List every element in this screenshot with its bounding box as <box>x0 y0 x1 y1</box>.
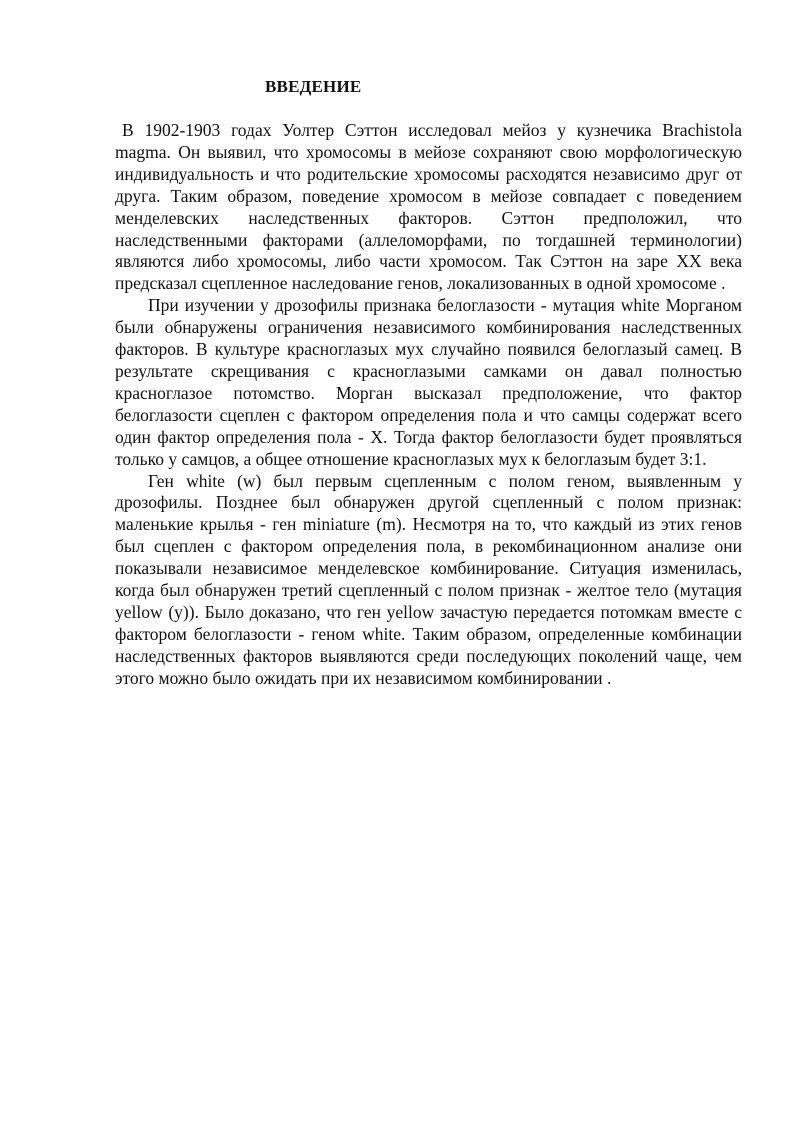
page-title: ВВЕДЕНИЕ <box>265 77 362 96</box>
body-text <box>115 120 742 690</box>
paragraph-1: В 1902-1903 годах Уолтер Сэттон исследовал мейоз у кузнечика Brachistola magma. Он выявил, что хромосомы в мейозе сохраняют свою морфологическую индивидуальность и что родительские хромосомы расходятся независимо друг от друга. Таким образом, поведение хромосом в мейозе совпадает с поведением менделевских наследственных факторов. Сэттон предположил, что наследственными факторами (аллеломорфами, по тогдашней терминологии) являются либо хромосомы, либо части хромосом. Так Сэттон на заре XX века предсказал сцепленное наследование генов, локализованных в одной хромосоме . <box>115 120 742 294</box>
paragraph-2: При изучении у дрозофилы признака белоглазости - мутация white Морганом были обнаружены ограничения независимого комбинирования наследственных факторов. В культуре красноглазых мух случайно появился белоглазый самец. В результате скрещивания с красноглазыми самками он давал полностью красноглазое потомство. Морган высказал предположение, что фактор белоглазости сцеплен с фактором определения пола и что самцы содержат всего один фактор определения пола - X. Тогда фактор белоглазости будет проявляться только у самцов, а общее отношение красноглазых мух к белоглазым будет 3:1. <box>115 295 742 469</box>
paragraph-3: Ген white (w) был первым сцепленным с полом геном, выявленным у дрозофилы. Позднее был обнаружен другой сцепленный с полом признак: маленькие крылья - ген miniature (m). Несмотря на то, что каждый из этих генов был сцеплен с фактором определения пола, в рекомбинационном анализе они показывали независимое менделевское комбинирование. Ситуация изменилась, когда был обнаружен третий сцепленный с полом признак - желтое тело (мутация yellow (y)). Было доказано, что ген yellow зачастую передается потомкам вместе с фактором белоглазости - геном white. Таким образом, определенные комбинации наследственных факторов выявляются среди последующих поколений чаще, чем этого можно было ожидать при их независимом комбинировании . <box>115 470 742 688</box>
